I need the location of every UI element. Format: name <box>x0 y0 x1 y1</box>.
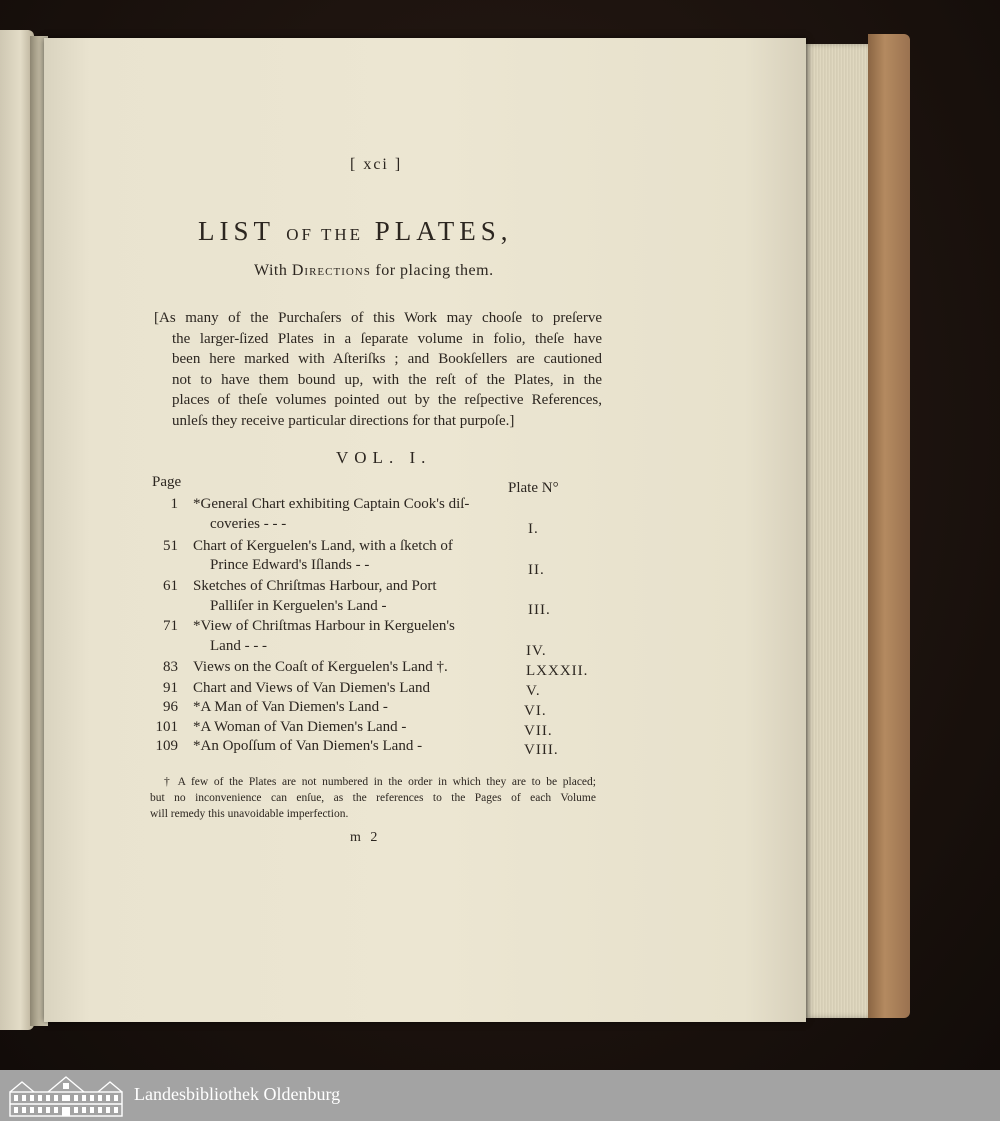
subtitle-post: for placing them. <box>370 262 494 279</box>
entry-description: *An Opoſſum of Van Diemen's Land - <box>193 738 423 754</box>
signature-mark: m 2 <box>350 830 381 845</box>
note-line: unleſs they receive particular directions for that purpoſe.] <box>172 412 515 429</box>
page-subtitle <box>254 262 494 280</box>
subtitle-small-caps: Directions <box>291 262 371 279</box>
entry-plate-number: I. <box>528 521 539 537</box>
library-name[interactable]: Landesbibliothek Oldenburg <box>134 1084 341 1104</box>
column-page-label: Page <box>152 474 182 490</box>
entry-description-continued: coveries - - - <box>210 516 287 532</box>
note-line: the larger-ſized Plates in a ſeparate volume in folio, theſe have <box>172 330 602 347</box>
entry-plate-number: III. <box>528 602 551 618</box>
title-word-of-the: OF THE <box>286 225 363 244</box>
left-facing-page-edge <box>0 30 34 1030</box>
note-line: [As many of the Purchaſers of this Work may chooſe to preſerve <box>154 310 602 326</box>
entry-plate-number: VI. <box>524 703 547 719</box>
entry-plate-number: VIII. <box>524 742 559 758</box>
entry-description: *A Man of Van Diemen's Land - <box>193 699 388 715</box>
entry-page-number: 91 <box>163 680 178 696</box>
entry-description: Sketches of Chriſtmas Harbour, and Port <box>193 578 437 594</box>
entry-page-number: 109 <box>155 738 178 754</box>
page-number: [ xci ] <box>350 156 403 173</box>
entry-plate-number: II. <box>528 562 545 578</box>
entry-page-number: 71 <box>163 618 178 634</box>
library-footer-bar <box>0 1070 1000 1121</box>
entry-page-number: 1 <box>170 496 178 512</box>
footnote-line: will remedy this unavoidable imperfection. <box>150 808 349 820</box>
library-building-icon <box>8 1074 124 1118</box>
entry-page-number: 51 <box>163 538 178 554</box>
entry-plate-number: V. <box>526 683 541 699</box>
entry-plate-number: IV. <box>526 643 547 659</box>
page-title <box>198 216 513 247</box>
entry-description: Views on the Coaſt of Kerguelen's Land †. <box>193 659 448 675</box>
entry-description-continued: Land - - - <box>210 638 268 654</box>
title-word-list: LIST <box>198 216 275 246</box>
footnote <box>150 774 596 822</box>
book-cover-edge <box>868 34 910 1018</box>
entry-description: *View of Chriſtmas Harbour in Kerguelen's <box>193 618 455 634</box>
entry-page-number: 96 <box>163 699 178 715</box>
page-block-fore-edge <box>804 44 872 1018</box>
entry-page-number: 61 <box>163 578 178 594</box>
footnote-line: † A few of the Plates are not numbered in the order in which they are to be placed; <box>164 776 596 788</box>
entry-page-number: 101 <box>155 719 178 735</box>
subtitle-pre: With <box>254 262 292 279</box>
entry-description-continued: Prince Edward's Iſlands - - <box>210 557 370 573</box>
entry-description: *General Chart exhibiting Captain Cook's diſ- <box>193 496 470 512</box>
entry-description: Chart and Views of Van Diemen's Land <box>193 680 431 696</box>
note-line: places of theſe volumes pointed out by the reſpective References, <box>172 392 602 408</box>
volume-heading: VOL. I. <box>336 448 432 467</box>
column-plate-label: Plate N° <box>508 480 559 496</box>
note-line: not to have them bound up, with the reſt of the Plates, in the <box>172 371 602 388</box>
entry-plate-number: VII. <box>524 723 553 739</box>
entry-description: *A Woman of Van Diemen's Land - <box>193 719 407 735</box>
bracketed-note <box>154 308 602 431</box>
entry-plate-number: LXXXII. <box>526 663 589 679</box>
entry-description-continued: Palliſer in Kerguelen's Land - <box>210 598 387 614</box>
footnote-line: but no inconvenience can enſue, as the references to the Pages of each Volume <box>150 792 596 804</box>
entry-page-number: 83 <box>163 659 178 675</box>
note-line: been here marked with Aſteriſks ; and Bookſellers are cautioned <box>172 351 602 367</box>
entry-description: Chart of Kerguelen's Land, with a ſketch of <box>193 538 453 554</box>
title-word-plates: PLATES, <box>374 216 513 246</box>
book-page <box>44 38 806 1022</box>
